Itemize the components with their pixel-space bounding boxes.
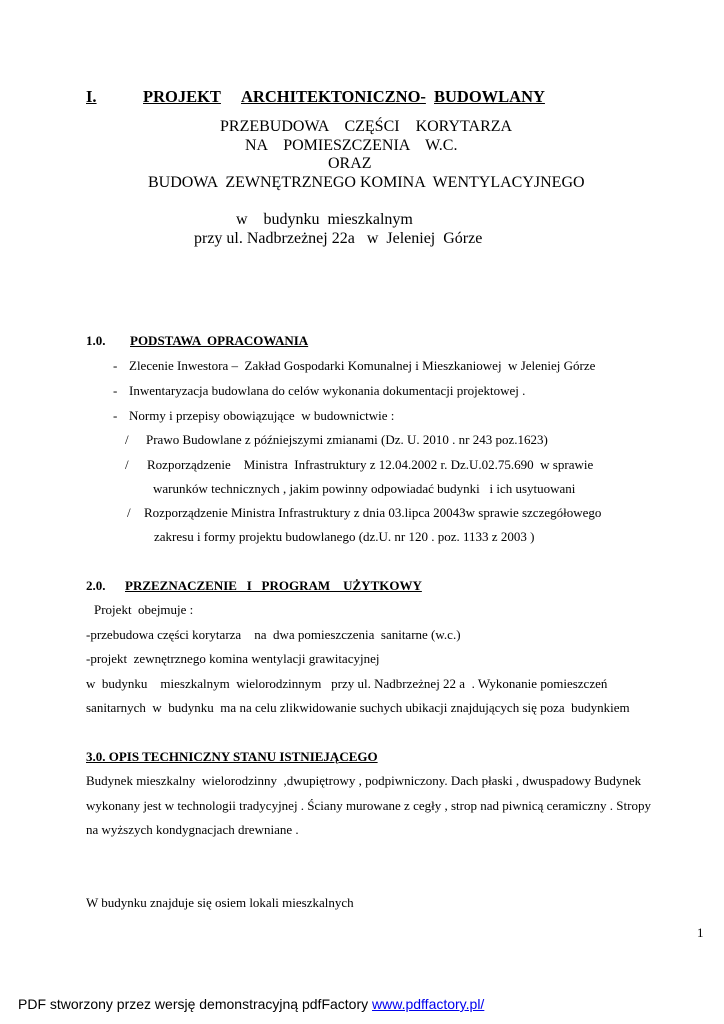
list-item: Inwentaryzacja budowlana do celów wykonania dokumentacji projektowej . bbox=[129, 383, 526, 398]
subtitle-line-5: w budynku mieszkalnym bbox=[236, 211, 413, 228]
subtitle-line-6: przy ul. Nadbrzeżnej 22a w Jeleniej Górze bbox=[194, 230, 483, 247]
title-number: I. bbox=[86, 87, 97, 106]
footer-text: PDF stworzony przez wersję demonstracyjną pdfFactory bbox=[18, 996, 373, 1012]
paragraph-line: Projekt obejmuje : bbox=[94, 602, 194, 617]
list-sub-item: Rozporządzenie Ministra Infrastruktury z 12.04.2002 r. Dz.U.02.75.690 w sprawie bbox=[147, 457, 594, 472]
list-sub-item-continuation: zakresu i formy projektu budowlanego (dz.U. nr 120 . poz. 1133 z 2003 ) bbox=[154, 529, 535, 544]
section-1-number: 1.0. bbox=[86, 333, 106, 348]
subtitle-line-1: PRZEBUDOWA CZĘŚCI KORYTARZA bbox=[220, 118, 513, 135]
title-word-2: ARCHITEKTONICZNO- bbox=[241, 87, 426, 106]
paragraph-line: na wyższych kondygnacjach drewniane . bbox=[86, 822, 299, 837]
title-word-3: BUDOWLANY bbox=[434, 87, 545, 106]
bullet: - bbox=[113, 383, 118, 398]
bullet: - bbox=[113, 358, 118, 373]
list-item: Zlecenie Inwestora – Zakład Gospodarki Komunalnej i Mieszkaniowej w Jeleniej Górze bbox=[129, 358, 596, 373]
sub-bullet: / bbox=[125, 457, 129, 472]
paragraph-line: -przebudowa części korytarza na dwa pomieszczenia sanitarne (w.c.) bbox=[86, 627, 461, 642]
sub-bullet: / bbox=[125, 432, 129, 447]
title-word-1: PROJEKT bbox=[143, 87, 221, 106]
subtitle-line-3: ORAZ bbox=[328, 155, 372, 172]
paragraph-line: Budynek mieszkalny wielorodzinny ,dwupiętrowy , podpiwniczony. Dach płaski , dwuspadowy Budynek bbox=[86, 773, 642, 788]
paragraph-line: wykonany jest w technologii tradycyjnej . Ściany murowane z cegły , strop nad piwnicą ceramiczny . Stropy bbox=[86, 798, 651, 813]
paragraph-line: W budynku znajduje się osiem lokali mieszkalnych bbox=[86, 895, 354, 910]
list-item: Normy i przepisy obowiązujące w budownictwie : bbox=[129, 408, 395, 423]
section-1-heading: PODSTAWA OPRACOWANIA bbox=[130, 333, 309, 348]
sub-bullet: / bbox=[127, 505, 131, 520]
section-2-number: 2.0. bbox=[86, 578, 106, 593]
paragraph-line: w budynku mieszkalnym wielorodzinnym przy ul. Nadbrzeżnej 22 a . Wykonanie pomieszczeń bbox=[86, 676, 608, 691]
list-sub-item: Rozporządzenie Ministra Infrastruktury z dnia 03.lipca 20043w sprawie szczegółowego bbox=[144, 505, 602, 520]
list-sub-item: Prawo Budowlane z późniejszymi zmianami (Dz. U. 2010 . nr 243 poz.1623) bbox=[146, 432, 548, 447]
paragraph-line: -projekt zewnętrznego komina wentylacji grawitacyjnej bbox=[86, 651, 380, 666]
section-2-heading: PRZEZNACZENIE I PROGRAM UŻYTKOWY bbox=[125, 578, 422, 593]
section-3-heading: 3.0. OPIS TECHNICZNY STANU ISTNIEJĄCEGO bbox=[86, 749, 378, 764]
pdf-footer bbox=[18, 996, 484, 1012]
subtitle-line-4: BUDOWA ZEWNĘTRZNEGO KOMINA WENTYLACYJNEGO bbox=[148, 174, 585, 191]
bullet: - bbox=[113, 408, 118, 423]
subtitle-line-2: NA POMIESZCZENIA W.C. bbox=[245, 137, 458, 154]
page-number: 1 bbox=[697, 925, 704, 940]
footer-link[interactable]: www.pdffactory.pl/ bbox=[372, 996, 485, 1012]
list-sub-item-continuation: warunków technicznych , jakim powinny odpowiadać budynki i ich usytuowani bbox=[153, 481, 576, 496]
paragraph-line: sanitarnych w budynku ma na celu zlikwidowanie suchych ubikacji znajdujących się poza budynkiem bbox=[86, 700, 630, 715]
